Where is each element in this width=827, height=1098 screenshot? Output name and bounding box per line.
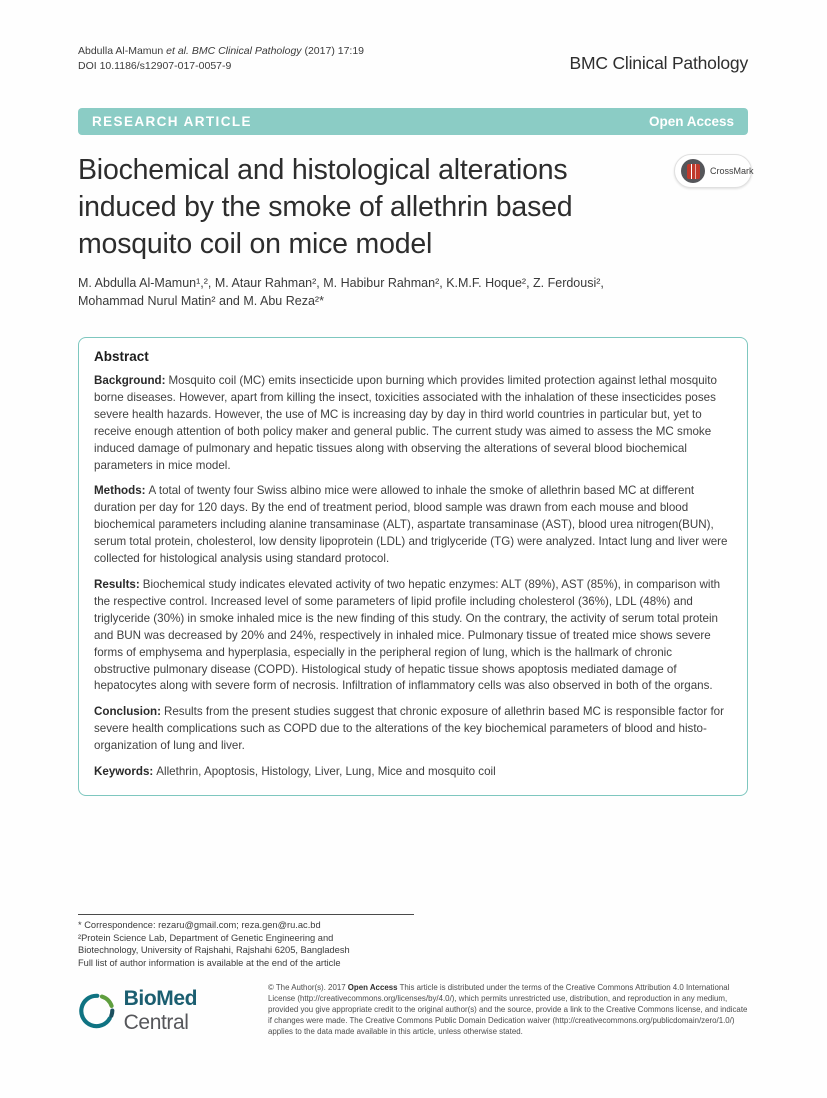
footnote-block [78,914,748,969]
logo-central-text: Central [123,1011,189,1035]
abstract-box [78,337,748,796]
footnote-rule [78,914,414,915]
affiliation-line-2: Biotechnology, University of Rajshahi, Rajshahi 6205, Bangladesh [78,945,350,956]
results-label: Results: [94,577,140,591]
article-type-banner [78,108,748,135]
abstract-heading: Abstract [94,349,149,364]
keywords-label: Keywords: [94,765,154,779]
open-access-bold: Open Access [347,983,398,993]
page-title: Biochemical and histological alterations induced by the smoke of allethrin based mosquito coil on mice model [78,154,573,260]
abstract-methods: Methods: A total of twenty four Swiss albino mice were allowed to inhale the smoke of allethrin based MC at different duration per day for 120 days. By the end of treatment period, blood sample was drawn from each mouse and blood biochemical parameters including alanine transaminase (ALT), aspartate transaminase (AST), blood urea nitrogen(BUN), serum total protein, cholesterol, low density lipoprotein (LDL) and triglyceride (TG) were analyzed. Intact lung and liver were collected for histological analysis using standard protocol. [94,484,728,566]
research-article-label: RESEARCH ARTICLE [92,114,252,129]
abstract-conclusion: Conclusion: Results from the present studies suggest that chronic exposure of allethrin based MC is responsible factor for severe health complications such as COPD due to the alterations of the key biochemical parameters of blood and histo-organization of lung and liver. [94,705,724,753]
conclusion-label: Conclusion: [94,705,161,719]
doi-line: DOI 10.1186/s12907-017-0057-9 [78,60,232,72]
citation-line: Abdulla Al-Mamun et al. BMC Clinical Pathology (2017) 17:19 [78,45,365,57]
correspondence-line: * Correspondence: rezaru@gmail.com; reza.gen@ru.ac.bd [78,919,321,930]
crossmark-icon [681,159,705,183]
page-header [78,44,748,74]
biomed-central-logo [78,987,256,1035]
page-footer [78,983,748,1037]
abstract-background: Background: Mosquito coil (MC) emits insecticide upon burning which provides limited protection against lethal mosquito borne diseases. However, apart from killing the insect, toxicities associated with the inhalation of these insecticides poses severe health hazards. However, the use of MC is increasing day by day in third world countries in particular but, yet to receive enough attention of both policy maker and general public. The current study was aimed to assess the MC smoke induced damage of pulmonary and hepatic tissues along with observing the alterations of several blood biochemical parameters in mice model. [94,374,717,472]
background-label: Background: [94,374,166,387]
license-text: © The Author(s). 2017 Open Access This article is distributed under the terms of the Creative Commons Attribution 4.0 International License (http://creativecommons.org/licenses/by/4.0/), which permits unrestricted use, distribution, and reproduction in any medium, provided you give appropriate credit to the original author(s) and the source, provide a link to the Creative Commons license, and indicate if changes were made. The Creative Commons Public Domain Dedication waiver (http://creativecommons.org/publicdomain/zero/1.0/) applies to the data made available in this article, unless otherwise stated. [268,983,748,1036]
journal-name: BMC Clinical Pathology [569,53,748,73]
abstract-results: Results: Biochemical study indicates elevated activity of two hepatic enzymes: ALT (89%), AST (85%), in comparison with the respective control. Increased level of some parameters of lipid profile including cholesterol (36%), LDL (48%) and triglyceride (30%) in smoke inhaled mice is the new finding of this study. On the contrary, the activity of serum total protein and BUN was decreased by 20% and 24%, respectively in inhaled mice. Pulmonary tissue of treated mice shows severe forms of emphysema and hyperplasia, especially in the peripheral region of lung, which is the hallmark of chronic obstructive pulmonary disease (COPD). Histological study of hepatic tissue shows apoptosis mediated damage of hepatocytes along with severe form of necrosis. Infiltration of inflammatory cells was also observed in both of the organs. [94,577,721,693]
logo-biomed-text: BioMed [123,987,198,1011]
biomed-central-logo-icon [78,990,117,1032]
title-block [78,152,754,263]
author-info-note: Full list of author information is available at the end of the article [78,957,341,968]
open-access-label: Open Access [648,114,734,129]
crossmark-label: CrossMark [710,166,754,176]
citation-block [78,44,364,74]
affiliation-line-1: ²Protein Science Lab, Department of Genetic Engineering and [78,932,334,943]
crossmark-badge[interactable] [674,154,752,188]
authors-line-1: M. Abdulla Al-Mamun¹,², M. Ataur Rahman², M. Habibur Rahman², K.M.F. Hoque², Z. Ferdousi², [78,276,604,290]
author-list [78,275,748,310]
abstract-keywords: Keywords: Allethrin, Apoptosis, Histology, Liver, Lung, Mice and mosquito coil [94,765,496,779]
methods-label: Methods: [94,484,146,498]
authors-line-2: Mohammad Nurul Matin² and M. Abu Reza²* [78,293,324,308]
